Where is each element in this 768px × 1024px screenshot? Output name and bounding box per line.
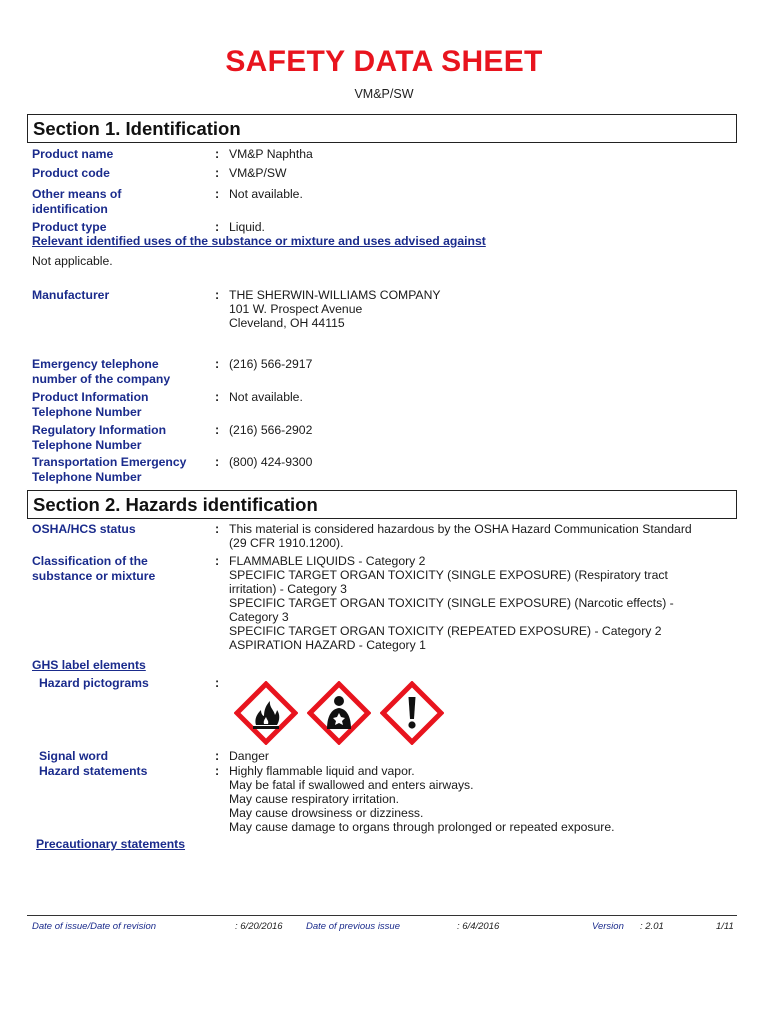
document-title: SAFETY DATA SHEET — [225, 45, 543, 78]
signal-word-label: Signal word — [39, 749, 109, 763]
footer-divider — [27, 915, 737, 916]
product-type-label: Product type — [32, 220, 107, 234]
colon: : — [215, 390, 220, 404]
exclamation-mark-icon — [380, 681, 444, 745]
classification-label: Classification of the substance or mixture — [32, 554, 156, 583]
osha-status-label: OSHA/HCS status — [32, 522, 136, 536]
precautionary-statements-link[interactable]: Precautionary statements — [36, 837, 186, 851]
relevant-uses-value: Not applicable. — [32, 254, 113, 268]
product-info-phone-value: Not available. — [229, 390, 303, 404]
colon: : — [215, 676, 220, 690]
hazard-pictograms-label: Hazard pictograms — [39, 676, 149, 690]
footer-prev-label: Date of previous issue — [306, 921, 400, 932]
ghs-label-elements-link[interactable]: GHS label elements — [32, 658, 146, 672]
colon: : — [215, 764, 220, 778]
osha-status-value: This material is considered hazardous by the OSHA Hazard Communication Standard (29 CFR 1910.1200). — [229, 522, 692, 550]
regulatory-phone-label: Regulatory Information Telephone Number — [32, 423, 167, 452]
hazard-statements-label: Hazard statements — [39, 764, 148, 778]
product-type-value: Liquid. — [229, 220, 265, 234]
signal-word-value: Danger — [229, 749, 269, 763]
colon: : — [215, 147, 220, 161]
footer-version-label: Version — [592, 921, 624, 932]
product-name-value: VM&P Naphtha — [229, 147, 313, 161]
product-info-phone-label: Product Information Telephone Number — [32, 390, 149, 419]
colon: : — [215, 522, 220, 536]
product-name-label: Product name — [32, 147, 114, 161]
other-means-label: Other means of identification — [32, 187, 122, 216]
transport-phone-value: (800) 424-9300 — [229, 455, 313, 469]
colon: : — [215, 187, 220, 201]
footer-issue-label: Date of issue/Date of revision — [32, 921, 157, 932]
colon: : — [215, 749, 220, 763]
transport-phone-label: Transportation Emergency Telephone Number — [32, 455, 187, 484]
colon: : — [215, 423, 220, 437]
colon: : — [215, 288, 220, 302]
colon: : — [215, 220, 220, 234]
section-1-heading: Section 1. Identification — [27, 114, 737, 143]
classification-value: FLAMMABLE LIQUIDS - Category 2 SPECIFIC TARGET ORGAN TOXICITY (SINGLE EXPOSURE) (Respiratory tract irritation) - Category 3 SPECIFIC TARGET ORGAN TOXICITY (SINGLE EXPOSURE) (Narcotic effects) - Category 3 SPECIFIC TARGET ORGAN TOXICITY (REPEATED EXPOSURE) - Category 2 ASPIRATION HAZARD - Category 1 — [229, 554, 674, 652]
colon: : — [215, 554, 220, 568]
footer-issue-value: : 6/20/2016 — [235, 921, 283, 932]
emergency-phone-value: (216) 566-2917 — [229, 357, 313, 371]
emergency-phone-label: Emergency telephone number of the company — [32, 357, 171, 386]
colon: : — [215, 455, 220, 469]
flame-icon — [234, 681, 298, 745]
colon: : — [215, 357, 220, 371]
regulatory-phone-value: (216) 566-2902 — [229, 423, 313, 437]
manufacturer-value: THE SHERWIN-WILLIAMS COMPANY 101 W. Prospect Avenue Cleveland, OH 44115 — [229, 288, 441, 330]
document-subtitle: VM&P/SW — [354, 87, 414, 101]
other-means-value: Not available. — [229, 187, 303, 201]
health-hazard-icon — [307, 681, 371, 745]
hazard-statements-value: Highly flammable liquid and vapor. May be fatal if swallowed and enters airways. May cause respiratory irritation. May cause drowsiness or dizziness. May cause damage to organs through prolonged or repeated exposure. — [229, 764, 615, 834]
footer-prev-value: : 6/4/2016 — [457, 921, 500, 932]
product-code-value: VM&P/SW — [229, 166, 287, 180]
relevant-uses-link[interactable]: Relevant identified uses of the substance or mixture and uses advised against — [32, 234, 486, 248]
footer-version-value: : 2.01 — [640, 921, 664, 932]
colon: : — [215, 166, 220, 180]
footer-page-number: 1/11 — [716, 921, 734, 932]
section-2-heading: Section 2. Hazards identification — [27, 490, 737, 519]
manufacturer-label: Manufacturer — [32, 288, 110, 302]
product-code-label: Product code — [32, 166, 110, 180]
